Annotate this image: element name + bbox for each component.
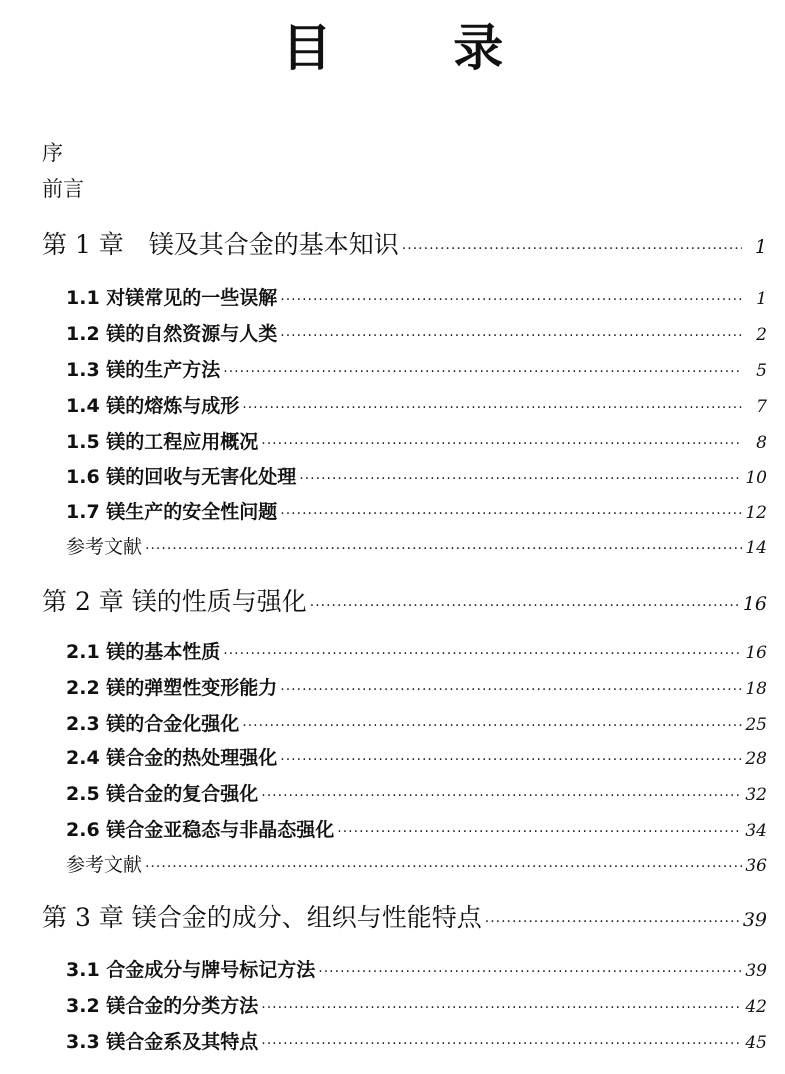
page-number: 28 (745, 749, 767, 769)
page-number: 1 (756, 289, 767, 309)
toc-section-3-3 (66, 1027, 767, 1054)
section-label: 3.3 镁合金系及其特点 (66, 1031, 259, 1053)
references-label: 参考文献 (66, 854, 143, 876)
dot-leader (223, 364, 742, 378)
dot-leader (280, 682, 742, 696)
section-label: 1.1 对镁常见的一些误解 (66, 287, 278, 309)
toc-references-1 (66, 532, 767, 559)
page-number: 14 (745, 538, 767, 558)
page-number: 45 (745, 1033, 767, 1053)
toc-section-3-2 (66, 991, 767, 1018)
chapter-label: 第 2 章 镁的性质与强化 (42, 587, 307, 616)
dot-leader (261, 1000, 742, 1014)
dot-leader (145, 541, 742, 555)
page-number: 42 (745, 997, 767, 1017)
section-label: 1.4 镁的熔炼与成形 (66, 395, 240, 417)
toc-section-1-7 (66, 497, 767, 524)
dot-leader (318, 964, 742, 978)
dot-leader (299, 471, 742, 485)
page-number: 5 (756, 361, 767, 381)
page-number: 32 (745, 785, 767, 805)
toc-chapter-1 (42, 225, 767, 261)
toc-section-1-6 (66, 462, 767, 489)
toc-section-1-2 (66, 319, 767, 346)
dot-leader (402, 241, 742, 255)
section-label: 2.5 镁合金的复合强化 (66, 783, 259, 805)
section-label: 1.6 镁的回收与无害化处理 (66, 466, 297, 488)
dot-leader (242, 718, 742, 732)
front-matter-foreword: 前言 (42, 177, 84, 201)
page-number: 8 (756, 433, 767, 453)
chapter-label: 第 3 章 镁合金的成分、组织与性能特点 (42, 903, 482, 932)
dot-leader (223, 646, 742, 660)
page-number: 39 (742, 909, 767, 931)
dot-leader (280, 752, 742, 766)
page-number: 10 (745, 468, 767, 488)
dot-leader (145, 859, 742, 873)
dot-leader (261, 1036, 742, 1050)
dot-leader (310, 598, 740, 612)
dot-leader (280, 328, 742, 342)
page-number: 16 (745, 643, 767, 663)
page-number: 7 (756, 397, 767, 417)
section-label: 3.2 镁合金的分类方法 (66, 995, 259, 1017)
dot-leader (242, 400, 742, 414)
section-label: 1.5 镁的工程应用概况 (66, 431, 259, 453)
dot-leader (261, 436, 742, 450)
toc-section-2-4 (66, 743, 767, 770)
section-label: 1.2 镁的自然资源与人类 (66, 323, 278, 345)
chapter-label: 第 1 章 镁及其合金的基本知识 (42, 230, 399, 259)
toc-section-1-4 (66, 391, 767, 418)
section-label: 2.2 镁的弹塑性变形能力 (66, 677, 278, 699)
toc-references-2 (66, 850, 767, 877)
section-label: 3.1 合金成分与牌号标记方法 (66, 959, 316, 981)
toc-section-1-1 (66, 283, 767, 310)
section-label: 2.4 镁合金的热处理强化 (66, 747, 278, 769)
page-number: 16 (742, 593, 767, 615)
page-number: 18 (745, 679, 767, 699)
dot-leader (280, 292, 742, 306)
page-title: 目 录 (281, 19, 556, 77)
toc-section-2-2 (66, 673, 767, 700)
page-number: 25 (745, 715, 767, 735)
page-number: 12 (745, 503, 767, 523)
toc-section-2-3 (66, 709, 767, 736)
toc-section-3-1 (66, 955, 767, 982)
section-label: 1.7 镁生产的安全性问题 (66, 501, 278, 523)
references-label: 参考文献 (66, 536, 143, 558)
toc-section-1-3 (66, 355, 767, 382)
toc-chapter-3 (42, 898, 767, 934)
toc-chapter-2 (42, 582, 767, 618)
dot-leader (485, 914, 740, 928)
toc-section-2-6 (66, 815, 767, 842)
toc-section-2-5 (66, 779, 767, 806)
page-number: 2 (756, 325, 767, 345)
dot-leader (337, 824, 742, 838)
toc-section-1-5 (66, 427, 767, 454)
page-number: 34 (745, 821, 767, 841)
section-label: 2.6 镁合金亚稳态与非晶态强化 (66, 819, 335, 841)
dot-leader (280, 506, 742, 520)
page-number: 1 (754, 236, 767, 258)
page-number: 36 (745, 856, 767, 876)
dot-leader (261, 788, 742, 802)
toc-section-2-1 (66, 637, 767, 664)
front-matter-preface: 序 (42, 141, 63, 165)
section-label: 1.3 镁的生产方法 (66, 359, 221, 381)
section-label: 2.1 镁的基本性质 (66, 641, 221, 663)
section-label: 2.3 镁的合金化强化 (66, 713, 240, 735)
page-number: 39 (745, 961, 767, 981)
